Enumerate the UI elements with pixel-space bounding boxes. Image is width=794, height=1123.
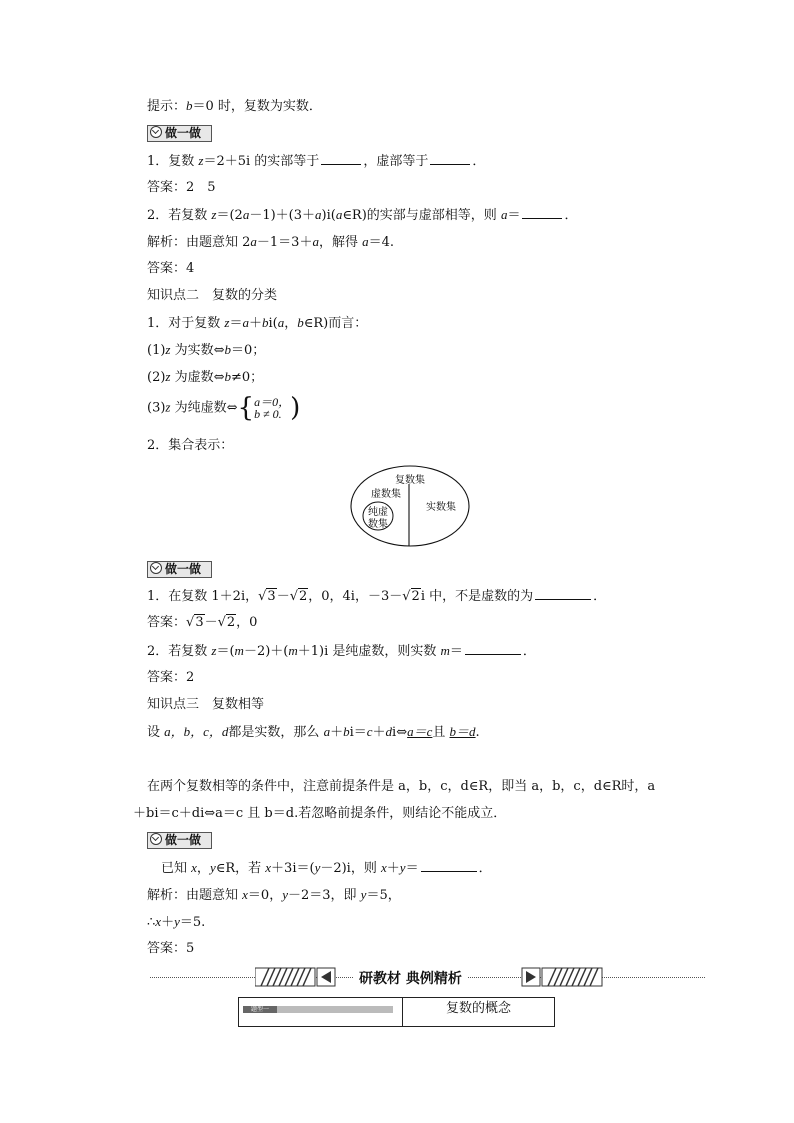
kp2-line5: 2．集合表示：: [147, 438, 234, 453]
banner-right-deco: [520, 966, 604, 988]
answer-5: 答案：5: [147, 941, 195, 956]
practice-tag: 做一做: [147, 561, 212, 578]
kp2-line4: (3)z 为纯虚数⇔{a＝0， b ≠ 0. ): [147, 393, 301, 423]
section-title: 知识点二 复数的分类: [147, 288, 278, 303]
chevron-circle-icon: [150, 562, 162, 574]
chevron-circle-icon: [150, 126, 162, 138]
answer-blank: [421, 860, 477, 872]
section-type-label: 题型一: [243, 1006, 277, 1013]
section-box: [238, 997, 555, 1027]
kp2-line3: (2)z 为虚数⇔b≠0；: [147, 369, 264, 385]
label-pure-2: 数集: [368, 519, 388, 530]
note-line1: 在两个复数相等的条件中，注意前提条件是 a，b，c，d∈R，即当 a，b，c，d∈R时，a: [147, 779, 656, 794]
hint-line: 提示：b＝0 时，复数为实数．: [147, 98, 322, 114]
section-box-title: 复数的概念: [445, 1001, 511, 1016]
question-5: 已知 x，y∈R，若 x＋3i＝(y－2)i，则 x＋y＝ ．: [161, 860, 492, 876]
question-3: 1．在复数 1＋2i，√3－√2，0，4i，－3－√2i 中，不是虚数的为 ．: [147, 589, 607, 604]
chevron-circle-icon: [150, 833, 162, 845]
label-imag-set: 虚数集: [371, 489, 401, 500]
practice-tag: 做一做: [147, 832, 212, 849]
section-type-bar: [243, 1006, 393, 1013]
brace-system: {a＝0， b ≠ 0. ): [237, 393, 301, 423]
answer-blank: [522, 207, 562, 219]
solution-5: 解析：由题意知 x＝0，y－2＝3，即 y＝5，: [147, 887, 401, 903]
solution-2: 解析：由题意知 2a－1＝3＋a，解得 a＝4.: [147, 234, 394, 250]
question-1: 1．复数 z＝2＋5i 的实部等于 ，虚部等于 ．: [147, 153, 486, 169]
label-pure-1: 纯虚: [368, 507, 388, 518]
kp2-line2: (1)z 为实数⇔b＝0；: [147, 342, 266, 358]
answer-blank: [321, 153, 361, 165]
question-4: 2．若复数 z＝(m－2)＋(m＋1)i 是纯虚数，则实数 m＝ ．: [147, 643, 536, 659]
answer-2: 答案：4: [147, 261, 195, 276]
section-box-left: [239, 998, 403, 1026]
kp3-line1: 设 a，b，c，d都是实数，那么 a＋bi＝c＋di⇔a＝c且 b＝d.: [147, 724, 480, 740]
label-complex-set: 复数集: [395, 475, 425, 486]
answer-3: 答案：√3－√2，0: [147, 615, 258, 630]
question-2: 2．若复数 z＝(2a－1)＋(3＋a)i(a∈R)的实部与虚部相等，则 a＝ ．: [147, 207, 578, 223]
note-line2: ＋bi＝c＋di⇔a＝c 且 b＝d.若忽略前提条件，则结论不能成立．: [133, 806, 507, 821]
conclusion-5: ∴x＋y＝5.: [147, 914, 206, 930]
answer-blank: [430, 153, 470, 165]
answer-blank: [535, 588, 591, 600]
kp2-line1: 1．对于复数 z＝a＋bi(a，b∈R)而言：: [147, 315, 368, 331]
practice-tag: 做一做: [147, 125, 212, 142]
answer-1: 答案：2 5: [147, 180, 216, 195]
banner-left-deco: [255, 966, 339, 988]
set-diagram: [349, 464, 471, 548]
sqrt-expr: √3－√2: [258, 589, 308, 604]
label-real-set: 实数集: [426, 502, 456, 513]
banner-title: 研教材 典例精析: [353, 968, 468, 988]
answer-blank: [465, 643, 521, 655]
section-title: 知识点三 复数相等: [147, 697, 265, 712]
answer-4: 答案：2: [147, 670, 195, 685]
